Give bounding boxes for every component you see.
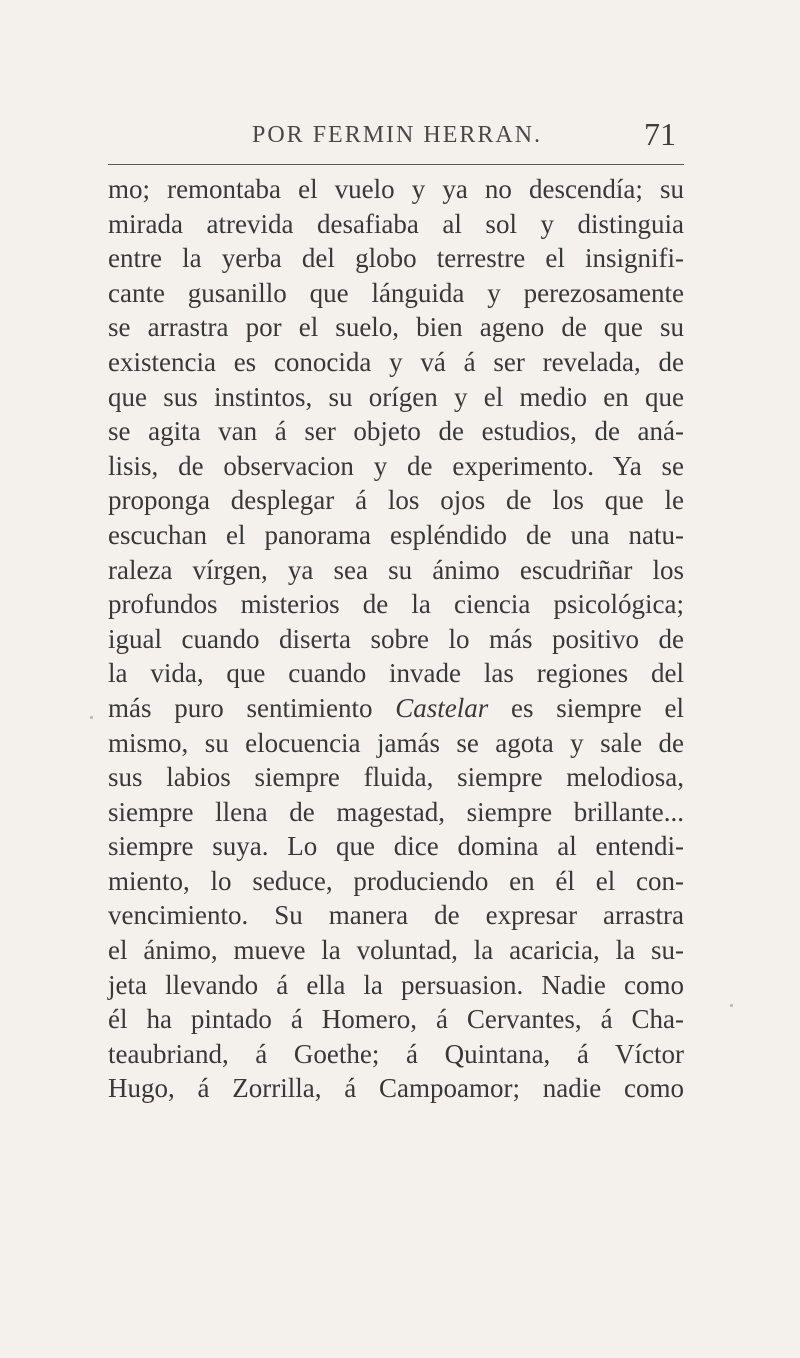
text-line: raleza vírgen, ya sea su ánimo escudriñar los [108, 554, 684, 585]
text-line: miento, lo seduce, produciendo en él el con- [108, 865, 684, 896]
page-header [108, 108, 684, 158]
text-line: jeta llevando á ella la persuasion. Nadie como [108, 969, 684, 1000]
text-line: siempre llena de magestad, siempre brillante... [108, 796, 684, 827]
text-line: se arrastra por el suelo, bien ageno de que su [108, 312, 684, 343]
text-line-with-name [108, 691, 684, 726]
text-line: Hugo, á Zorrilla, á Campoamor; nadie como [108, 1073, 684, 1104]
text-line: mirada atrevida desafiaba al sol y distinguia [108, 208, 684, 239]
running-title: POR FERMIN HERRAN. [252, 122, 543, 148]
italic-name: Castelar [395, 692, 489, 723]
text-line: proponga desplegar á los ojos de los que le [108, 485, 684, 516]
text-line: mismo, su elocuencia jamás se agota y sale de [108, 727, 684, 758]
text-line: se agita van á ser objeto de estudios, de aná- [108, 416, 684, 447]
body-text [108, 172, 684, 1106]
text-segment: es siempre el [511, 692, 685, 723]
text-line: que sus instintos, su orígen y el medio en que [108, 381, 684, 412]
text-line: igual cuando diserta sobre lo más positivo de [108, 623, 684, 654]
text-line: teaubriand, á Goethe; á Quintana, á Víctor [108, 1038, 684, 1069]
text-line: el ánimo, mueve la voluntad, la acaricia, la su- [108, 935, 684, 966]
text-line: escuchan el panorama espléndido de una natu- [108, 519, 684, 550]
text-line: cante gusanillo que lánguida y perezosamente [108, 277, 684, 308]
text-line: él ha pintado á Homero, á Cervantes, á Cha- [108, 1004, 684, 1035]
text-line: mo; remontaba el vuelo y ya no descendía; su [108, 174, 684, 204]
text-line: lisis, de observacion y de experimento. Ya se [108, 450, 684, 481]
text-line: sus labios siempre fluida, siempre melodiosa, [108, 762, 684, 793]
text-segment: más puro sentimiento [108, 692, 373, 723]
text-line: profundos misterios de la ciencia psicológica; [108, 589, 684, 620]
text-line: siempre suya. Lo que dice domina al entendi- [108, 831, 684, 862]
paper-speck [90, 716, 93, 719]
text-line: la vida, que cuando invade las regiones del [108, 658, 684, 689]
header-rule [108, 164, 684, 165]
text-line: entre la yerba del globo terrestre el insignifi- [108, 243, 684, 274]
text-line: existencia es conocida y vá á ser revelada, de [108, 346, 684, 377]
paper-speck [730, 1004, 733, 1007]
text-line: vencimiento. Su manera de expresar arrastra [108, 900, 684, 931]
page-number: 71 [644, 116, 676, 152]
